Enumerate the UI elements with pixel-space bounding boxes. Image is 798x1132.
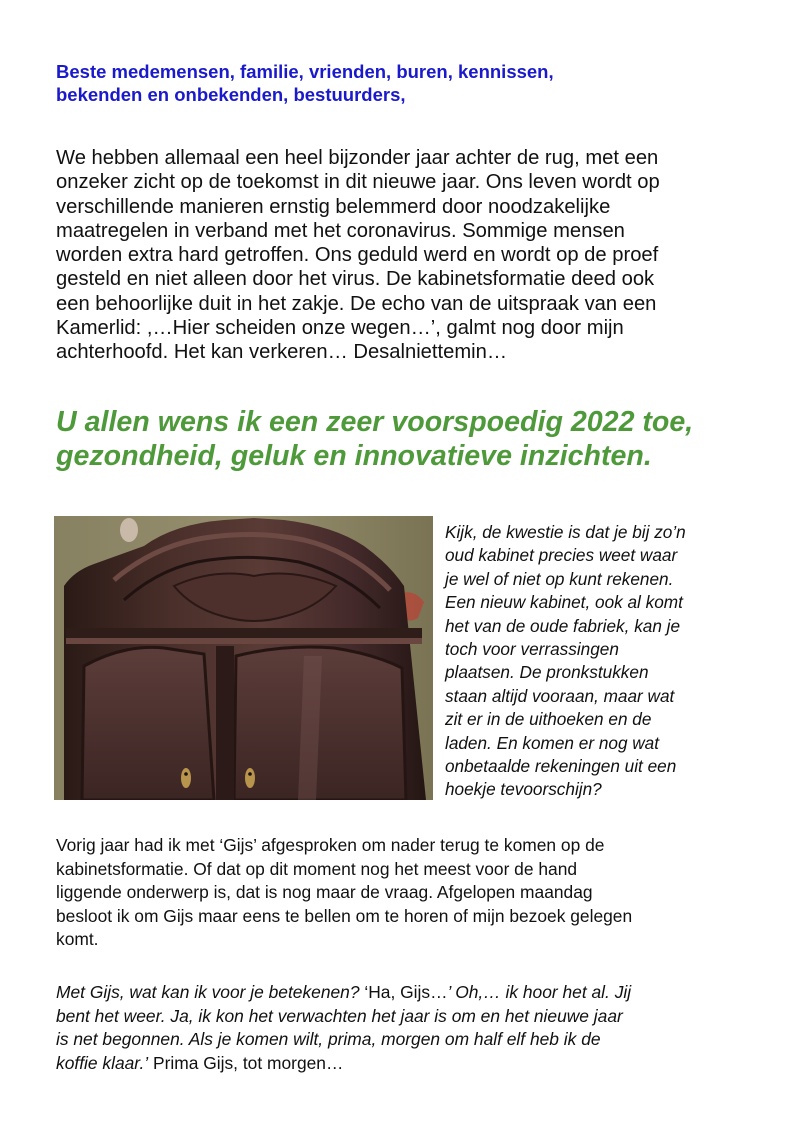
intro-line: We hebben allemaal een heel bijzonder jaar achter de rug, met een [56, 147, 659, 169]
dialogue-gijs: bent het weer. Ja, ik kon het verwachten het jaar is om en het nieuwe jaar [56, 1005, 623, 1026]
dialogue-gijs: koffie klaar.’ [56, 1052, 149, 1073]
aside-line: zit er in de uithoeken en de [445, 709, 652, 730]
vase-icon [120, 518, 138, 542]
new-year-wish [56, 405, 768, 473]
wish-line-2: gezondheid, geluk en innovatieve inzichten. [56, 440, 652, 472]
aside-line: toch voor verrassingen [445, 639, 619, 660]
salutation [56, 60, 746, 106]
intro-line: onzeker zicht op de toekomst in dit nieuwe jaar. Ons leven wordt op [56, 171, 660, 194]
aside-line: je wel of niet op kunt rekenen. [445, 568, 674, 589]
dialogue-me: ‘Ha, Gijs… [359, 982, 448, 1002]
aside-line: Een nieuw kabinet, ook al komt [445, 592, 683, 613]
aside-line: staan altijd vooraan, maar wat [445, 685, 675, 706]
cabinet-aside [445, 521, 775, 802]
intro-line: verschillende manieren ernstig belemmerd door noodzakelijke [56, 195, 611, 218]
aside-line: onbetaalde rekeningen uit een [445, 756, 677, 777]
salutation-line-2: bekenden en onbekenden, bestuurders, [56, 84, 406, 105]
aside-line: het van de oude fabriek, kan je [445, 615, 681, 636]
para2-line: liggende onderwerp is, dat is nog maar de vraag. Afgelopen maandag [56, 882, 593, 903]
intro-line: een behoorlijke duit in het zakje. De echo van de uitspraak van een [56, 292, 657, 315]
wish-line-1: U allen wens ik een zeer voorspoedig 2022 toe, [56, 406, 694, 438]
intro-line: Kamerlid: ,…Hier scheiden onze wegen…’, galmt nog door mijn [56, 317, 624, 340]
para2-line: Vorig jaar had ik met ‘Gijs’ afgesproken om nader terug te komen op de [56, 835, 605, 855]
intro-line: maatregelen in verband met het coronavirus. Sommige mensen [56, 219, 625, 242]
aside-line: hoekje tevoorschijn? [445, 779, 602, 800]
dialogue-me: Prima Gijs, tot morgen… [148, 1052, 344, 1073]
intro-line: achterhoofd. Het kan verkeren… Desalniettemin… [56, 341, 508, 364]
dialogue-gijs: Met Gijs, wat kan ik voor je betekenen? [56, 982, 360, 1002]
keyhole-icon [181, 768, 191, 788]
intro-line: gesteld en niet alleen door het virus. De kabinetsformatie deed ook [56, 268, 655, 291]
aside-line: laden. En komen er nog wat [445, 732, 660, 753]
aside-line: oud kabinet precies weet waar [445, 545, 678, 566]
keyhole-icon [245, 768, 255, 788]
intro-paragraph [56, 146, 756, 365]
para2-line: besloot ik om Gijs maar eens te bellen om te horen of mijn bezoek gelegen [56, 905, 633, 926]
gijs-appointment-paragraph [56, 834, 762, 952]
intro-line: worden extra hard getroffen. Ons geduld werd en wordt op de proef [56, 244, 659, 267]
cabinet-photo [54, 516, 433, 800]
salutation-line-1: Beste medemensen, familie, vrienden, buren, kennissen, [56, 61, 554, 82]
para2-line: kabinetsformatie. Of dat op dit moment nog het meest voor de hand [56, 858, 578, 879]
aside-line: plaatsen. De pronkstukken [445, 662, 649, 683]
gijs-dialogue-paragraph [56, 981, 762, 1075]
dialogue-gijs: ’ Oh,… ik hoor het al. Jij [447, 982, 632, 1002]
dialogue-gijs: is net begonnen. Als je komen wilt, prima, morgen om half elf heb ik de [56, 1029, 601, 1050]
aside-line: Kijk, de kwestie is dat je bij zo’n [445, 522, 686, 542]
para2-line: komt. [56, 929, 99, 950]
